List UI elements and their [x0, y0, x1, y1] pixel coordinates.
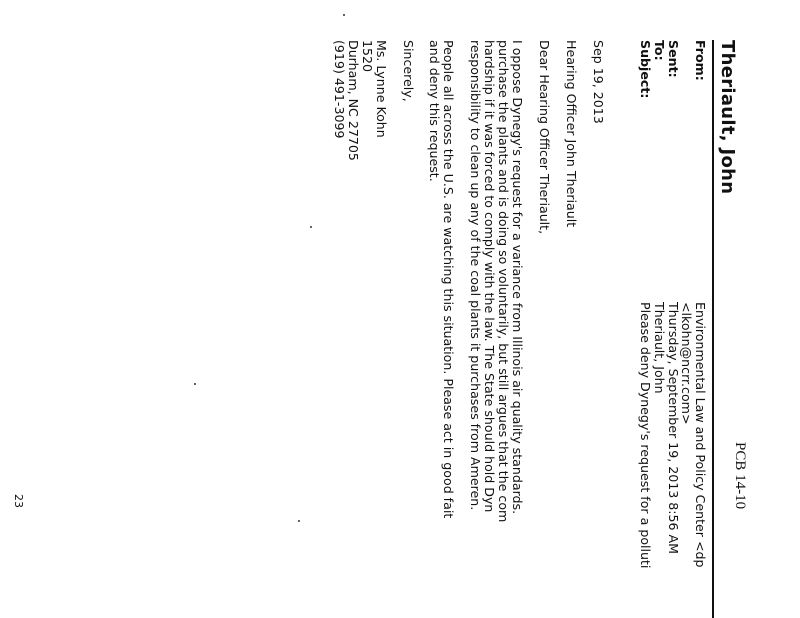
subject-label: Subject:: [638, 40, 653, 99]
subject-value: Please deny Dynegy's request for a polluti: [638, 302, 653, 569]
signature-phone: (919) 491-3099: [332, 40, 347, 139]
to-label: To:: [652, 40, 667, 61]
paragraph-line: responsibility to clean up any of the coal plants it purchases from Ameren.: [468, 40, 483, 511]
header-rule: [712, 40, 714, 618]
letter-closing: Sincerely,: [401, 40, 416, 102]
signature-city: Durham, NC 27705: [346, 40, 361, 161]
scan-speck: [298, 520, 300, 522]
sender-name-heading: Theriault, John: [717, 40, 738, 195]
paragraph-line: purchase the plants and is doing so voluntarily, but still argues that the com: [496, 40, 511, 523]
letter-date: Sep 19, 2013: [591, 40, 606, 124]
signature-name: Ms. Lynne Kohn: [374, 40, 389, 138]
sent-label: Sent:: [666, 40, 681, 78]
from-email: <lkohn@ncrr.com>: [679, 302, 694, 425]
signature-line: 1520: [360, 40, 375, 73]
from-label: From:: [693, 40, 708, 81]
scan-speck: [343, 14, 345, 16]
paragraph-line: People all across the U.S. are watching this situation. Please act in good fait: [441, 40, 456, 519]
sent-value: Thursday, September 19, 2013 8:56 AM: [666, 302, 681, 555]
paragraph-line: I oppose Dynegy's request for a variance from Illinois air quality standards.: [510, 40, 525, 515]
scan-speck: [310, 226, 312, 228]
paragraph-line: hardship if it was forced to comply with the law. The State should hold Dyn: [482, 40, 497, 513]
page-number: 23: [12, 494, 25, 508]
letter-salutation: Dear Hearing Officer Theriault,: [537, 40, 552, 235]
letter-recipient: Hearing Officer John Theriault: [564, 40, 579, 228]
to-value: Theriault, John: [652, 302, 667, 394]
from-value: Environmental Law and Policy Center <dp: [693, 302, 708, 568]
paragraph-line: and deny this request.: [427, 40, 442, 182]
scan-speck: [194, 383, 196, 385]
case-number: PCB 14-10: [732, 442, 748, 510]
